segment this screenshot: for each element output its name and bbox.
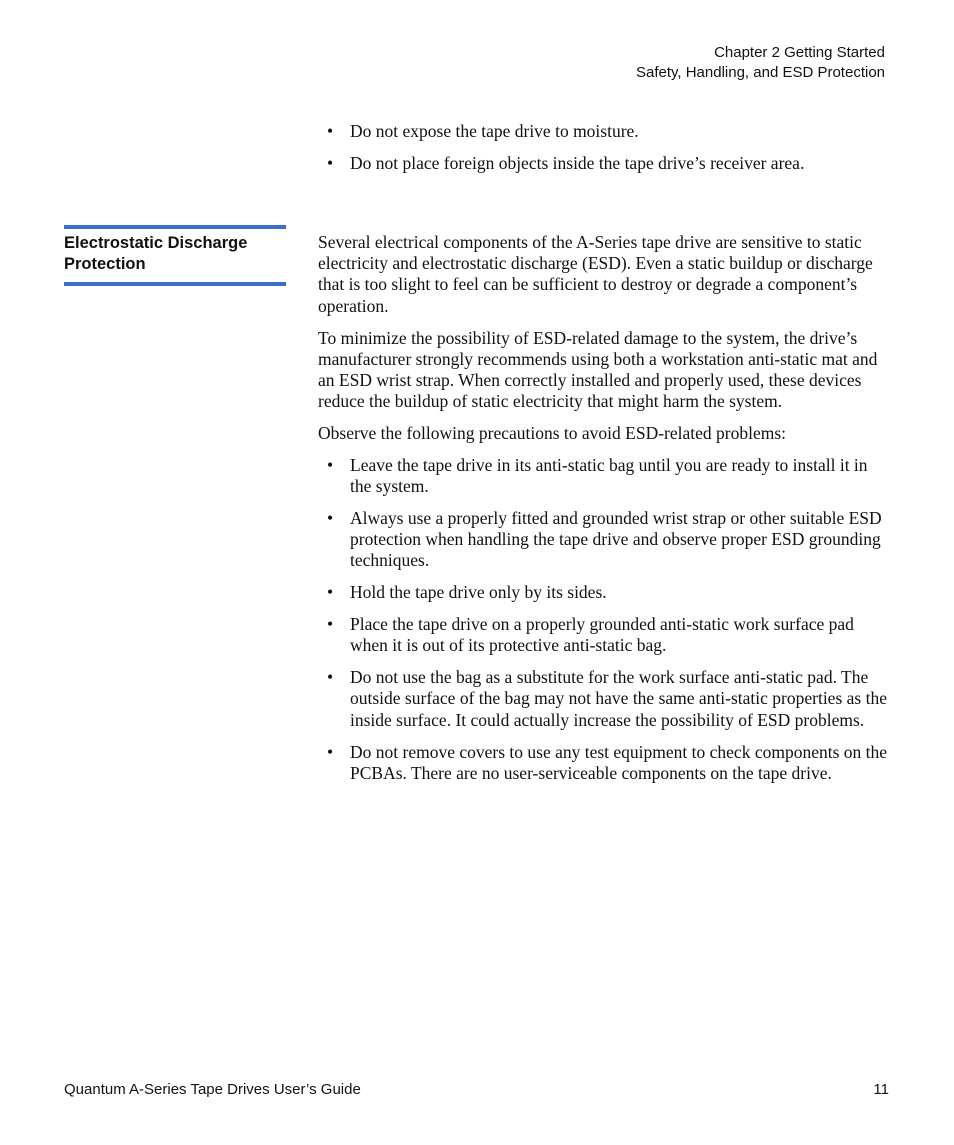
- section-heading: [64, 225, 286, 286]
- bullet-glyph: •: [327, 152, 334, 173]
- paragraph: Observe the following precautions to avoid ESD-related problems:: [318, 423, 787, 443]
- footer-page-number: 11: [873, 1081, 889, 1098]
- list-item: [318, 121, 890, 142]
- bullet-glyph: •: [327, 507, 334, 528]
- bullet-glyph: •: [327, 582, 334, 603]
- list-item: [318, 614, 890, 656]
- list-item-text: Do not place foreign objects inside the tape drive’s receiver area.: [350, 152, 805, 173]
- paragraph: To minimize the possibility of ESD-related damage to the system, the drive’s manufacturer strongly recommends using both a workstation anti-static mat and an ESD wrist strap. When correctly installed and properly used, these devices reduce the buildup of static electricity that might harm the system.: [318, 327, 878, 412]
- bullet-glyph: •: [327, 454, 334, 475]
- bullet-glyph: •: [327, 614, 334, 635]
- list-item-text: Leave the tape drive in its anti-static bag until you are ready to install it in the system.: [350, 454, 868, 497]
- running-header: [636, 43, 885, 83]
- section-heading-line-2: Protection: [64, 255, 146, 273]
- list-item-text: Place the tape drive on a properly grounded anti-static work surface pad when it is out of its protective anti-static bag.: [350, 614, 854, 656]
- list-item-text: Hold the tape drive only by its sides.: [350, 582, 607, 603]
- list-item: [318, 582, 890, 603]
- list-item-text: Always use a properly fitted and grounded wrist strap or other suitable ESD protection when handling the tape drive and observe proper ESD grounding techniques.: [350, 507, 882, 571]
- footer-document-title: Quantum A-Series Tape Drives User’s Guide: [64, 1081, 361, 1098]
- bullet-glyph: •: [327, 741, 334, 762]
- bullet-glyph: •: [327, 121, 334, 141]
- top-bullet-list: [318, 121, 890, 185]
- chapter-title: Chapter 2 Getting Started: [714, 44, 885, 61]
- list-item: [318, 742, 890, 784]
- list-item: [318, 508, 890, 572]
- bullet-glyph: •: [327, 667, 334, 688]
- paragraph: Several electrical components of the A-Series tape drive are sensitive to static electricity and electrostatic discharge (ESD). Even a static buildup or discharge that is too slight to feel can be sufficient to destroy or degrade a component’s operation.: [318, 232, 873, 316]
- list-item-text: Do not use the bag as a substitute for the work surface anti-static pad. The outside surface of the bag may not have the same anti-static properties as the inside surface. It could actually increase the possibility of ESD problems.: [350, 667, 887, 730]
- list-item-text: Do not remove covers to use any test equipment to check components on the PCBAs. There are no user-serviceable components on the tape drive.: [350, 741, 888, 783]
- section-heading-line-1: Electrostatic Discharge: [64, 234, 248, 252]
- list-item: [318, 667, 890, 731]
- body-column: [318, 232, 890, 795]
- list-item-text: Do not expose the tape drive to moisture.: [350, 121, 639, 141]
- section-title: Safety, Handling, and ESD Protection: [635, 64, 885, 81]
- precautions-list: [318, 455, 890, 784]
- list-item: [318, 153, 890, 174]
- list-item: [318, 455, 890, 497]
